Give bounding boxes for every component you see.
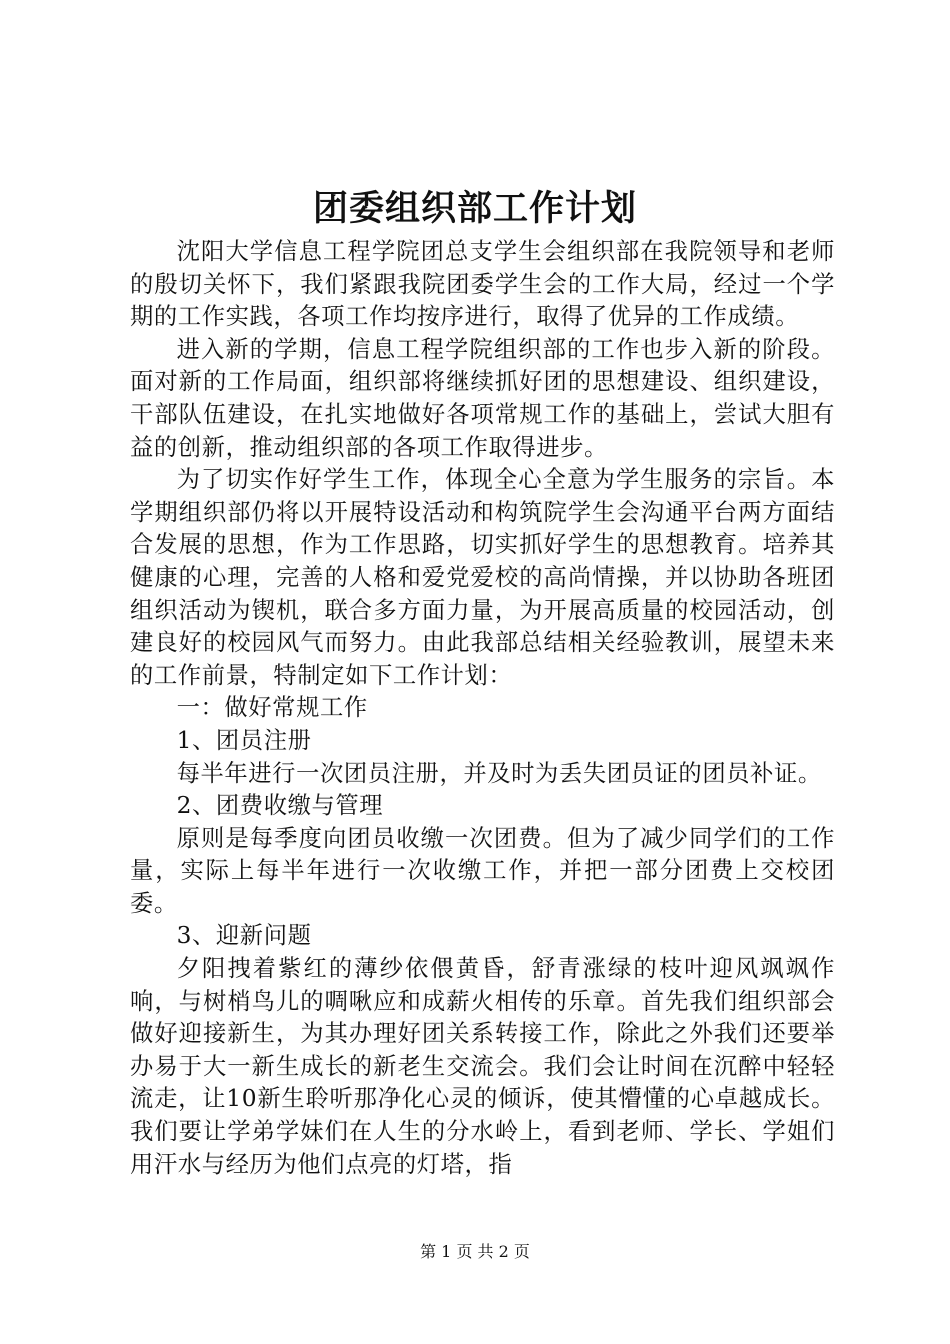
paragraph: 为了切实作好学生工作，体现全心全意为学生服务的宗旨。本学期组织部仍将以开展特设活动和构筑院学生会沟通平台两方面结合发展的思想，作为工作思路，切实抓好学生的思想教育。培养其健康的心理，完善的人格和爱党爱校的高尚情操，并以协助各班团组织活动为锲机，联合多方面力量，为开展高质量的校园活动，创建良好的校园风气而努力。由此我部总结相关经验教训，展望未来的工作前景，特制定如下工作计划： [130,466,835,689]
paragraph: 原则是每季度向团员收缴一次团费。但为了减少同学们的工作量，实际上每半年进行一次收缴工作，并把一部分团费上交校团委。 [130,824,835,917]
paragraph: 进入新的学期，信息工程学院组织部的工作也步入新的阶段。面对新的工作局面，组织部将继续抓好团的思想建设、组织建设，干部队伍建设，在扎实地做好各项常规工作的基础上，尝试大胆有益的创新，推动组织部的各项工作取得进步。 [130,335,835,461]
subsection-heading: 1、团员注册 [176,726,312,754]
paragraph: 夕阳拽着紫红的薄纱依偎黄昏，舒青涨绿的枝叶迎风飒飒作响，与树梢鸟儿的啁啾应和成薪火相传的乐章。首先我们组织部会做好迎接新生，为其办理好团关系转接工作，除此之外我们还要举办易于大一新生成长的新老生交流会。我们会让时间在沉醉中轻轻流走，让10新生聆听那净化心灵的倾诉，使其懵懂的心卓越成长。我们要让学弟学妹们在人生的分水岭上，看到老师、学长、学姐们用汗水与经历为他们点亮的灯塔，指 [130,955,835,1178]
paragraph: 沈阳大学信息工程学院团总支学生会组织部在我院领导和老师的殷切关怀下，我们紧跟我院团委学生会的工作大局，经过一个学期的工作实践，各项工作均按序进行，取得了优异的工作成绩。 [130,238,835,331]
subsection-heading: 3、迎新问题 [176,922,312,950]
section-heading: 一：做好常规工作 [176,694,368,722]
paragraph: 每半年进行一次团员注册，并及时为丢失团员证的团员补证。 [176,759,822,787]
document-body [130,236,835,1181]
subsection-heading: 2、团费收缴与管理 [176,792,384,820]
page-footer: 第 1 页 共 2 页 [420,1242,530,1261]
document-title: 团委组织部工作计划 [312,188,637,229]
